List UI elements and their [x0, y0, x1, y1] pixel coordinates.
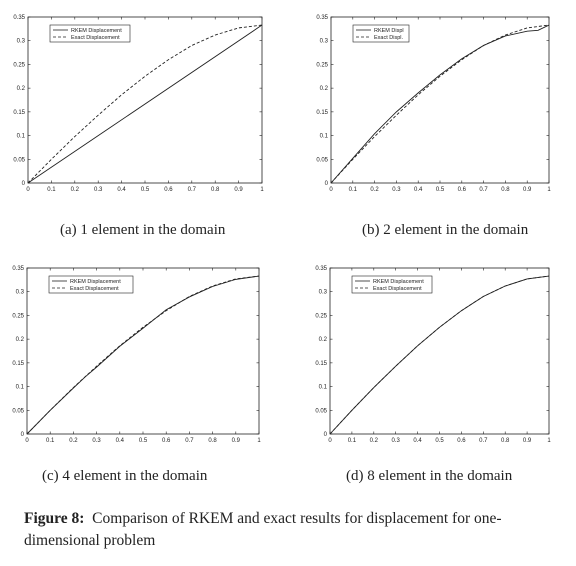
- chart-a-series-rkem-line: [28, 25, 262, 183]
- chart-b-x-tick-label: 0.6: [457, 187, 466, 193]
- chart-b-y-tick-label: 0.05: [316, 157, 328, 164]
- chart-panel-a: [0, 0, 288, 250]
- chart-b-svg: [288, 0, 576, 200]
- chart-d-y-tick-label: 0.15: [315, 360, 327, 367]
- chart-c-caption: (c) 4 element in the domain: [42, 468, 208, 484]
- chart-b-y-tick-label: 0.3: [319, 38, 328, 45]
- chart-a-legend-label: RKEM Displacement: [71, 28, 122, 34]
- chart-a-y-tick-label: 0.35: [13, 15, 25, 21]
- chart-c-x-tick-label: 0.6: [162, 438, 171, 444]
- chart-c-x-tick-label: 0.4: [115, 438, 124, 444]
- chart-d-legend-label: Exact Displacement: [373, 286, 422, 292]
- chart-b-x-tick-label: 1: [547, 187, 551, 193]
- chart-d-x-tick-label: 0.9: [522, 438, 532, 444]
- chart-d-y-tick-label: 0.25: [315, 313, 327, 320]
- figure-label: Figure 8:: [24, 510, 85, 527]
- chart-d-x-tick-label: 0.2: [369, 438, 378, 444]
- chart-b-x-tick-label: 0.4: [414, 187, 423, 193]
- chart-c-legend-label: Exact Displacement: [70, 286, 119, 292]
- chart-a-x-tick-label: 0.7: [187, 187, 196, 193]
- chart-a-x-tick-label: 0.3: [94, 187, 103, 193]
- chart-a-y-tick-label: 0: [21, 181, 25, 187]
- chart-c-x-tick-label: 0.3: [92, 438, 101, 444]
- chart-c-x-tick-label: 0.5: [138, 438, 148, 444]
- chart-panel-c: [0, 252, 288, 502]
- chart-c-series-exact-line: [27, 276, 259, 434]
- chart-a-y-tick-label: 0.1: [16, 133, 25, 140]
- chart-d-x-tick-label: 0.1: [347, 438, 357, 444]
- chart-c-x-tick-label: 0.1: [46, 438, 55, 444]
- chart-d-series-exact-line: [330, 276, 549, 434]
- chart-d-caption: (d) 8 element in the domain: [346, 468, 513, 484]
- chart-c-y-tick-label: 0.2: [15, 337, 24, 344]
- chart-b-legend-label: Exact Displ.: [374, 35, 404, 41]
- chart-c-y-tick-label: 0.1: [15, 384, 24, 391]
- chart-b-y-tick-label: 0.35: [316, 15, 328, 21]
- chart-a-caption: (a) 1 element in the domain: [60, 222, 226, 238]
- chart-b-series-exact-line: [331, 25, 549, 183]
- chart-d-series-rkem-line: [330, 276, 549, 434]
- chart-c-x-tick-label: 0.2: [69, 438, 78, 444]
- chart-a-y-tick-label: 0.15: [13, 109, 25, 116]
- chart-c-y-tick-label: 0.35: [12, 266, 24, 272]
- chart-a-y-tick-label: 0.25: [13, 62, 25, 69]
- chart-c-y-tick-label: 0.05: [12, 408, 24, 415]
- chart-c-y-tick-label: 0.15: [12, 360, 24, 367]
- chart-c-y-tick-label: 0: [20, 432, 24, 438]
- chart-c-y-tick-label: 0.3: [15, 289, 24, 296]
- chart-d-x-tick-label: 1: [547, 438, 551, 444]
- chart-a-y-tick-label: 0.2: [16, 86, 25, 93]
- chart-d-x-tick-label: 0.4: [413, 438, 422, 444]
- chart-d-y-tick-label: 0.2: [318, 337, 327, 344]
- chart-d-y-tick-label: 0: [323, 432, 327, 438]
- chart-a-x-tick-label: 0.8: [211, 187, 220, 193]
- chart-d-x-tick-label: 0.6: [457, 438, 466, 444]
- chart-c-legend-label: RKEM Displacement: [70, 279, 121, 285]
- chart-b-y-tick-label: 0: [324, 181, 328, 187]
- chart-b-y-tick-label: 0.25: [316, 62, 328, 69]
- chart-b-x-tick-label: 0.5: [435, 187, 445, 193]
- chart-d-y-tick-label: 0.05: [315, 408, 327, 415]
- chart-d-x-tick-label: 0.5: [435, 438, 444, 444]
- chart-b-x-tick-label: 0.2: [370, 187, 379, 193]
- chart-c-x-tick-label: 1: [257, 438, 261, 444]
- chart-a-x-tick-label: 0.2: [70, 187, 79, 193]
- chart-d-x-tick-label: 0.8: [501, 438, 510, 444]
- chart-d-x-tick-label: 0.3: [391, 438, 400, 444]
- chart-b-x-tick-label: 0: [329, 187, 333, 193]
- chart-a-svg: [0, 0, 288, 200]
- chart-a-y-tick-label: 0.3: [16, 38, 25, 45]
- chart-a-x-tick-label: 0.1: [47, 187, 56, 193]
- chart-a-legend-label: Exact Displacement: [71, 35, 120, 41]
- chart-c-y-tick-label: 0.25: [12, 313, 24, 320]
- chart-b-legend-label: RKEM Displ: [374, 28, 404, 34]
- chart-b-x-tick-label: 0.8: [501, 187, 510, 193]
- chart-b-x-tick-label: 0.9: [523, 187, 532, 193]
- chart-d-y-tick-label: 0.35: [315, 266, 327, 272]
- chart-a-x-tick-label: 0.9: [234, 187, 243, 193]
- chart-a-x-tick-label: 0.5: [140, 187, 150, 193]
- figure-caption-text: Comparison of RKEM and exact results for displacement for one- dimensional problem: [24, 510, 502, 549]
- chart-panel-b: [288, 0, 576, 250]
- chart-b-caption: (b) 2 element in the domain: [362, 222, 529, 238]
- chart-b-x-tick-label: 0.7: [479, 187, 488, 193]
- chart-b-y-tick-label: 0.15: [316, 109, 328, 116]
- chart-d-x-tick-label: 0.7: [479, 438, 488, 444]
- chart-d-y-tick-label: 0.3: [318, 289, 327, 296]
- chart-d-y-tick-label: 0.1: [318, 384, 327, 391]
- chart-a-x-tick-label: 1: [260, 187, 264, 193]
- chart-b-y-tick-label: 0.2: [319, 86, 328, 93]
- chart-c-series-rkem-line: [27, 276, 259, 434]
- chart-a-x-tick-label: 0.4: [117, 187, 126, 193]
- chart-d-x-tick-label: 0: [328, 438, 332, 444]
- chart-a-x-tick-label: 0: [26, 187, 30, 193]
- chart-a-y-tick-label: 0.05: [13, 157, 25, 164]
- chart-d-legend-label: RKEM Displacement: [373, 279, 424, 285]
- chart-b-y-tick-label: 0.1: [319, 133, 328, 140]
- chart-c-x-tick-label: 0.8: [208, 438, 217, 444]
- chart-c-x-tick-label: 0: [25, 438, 29, 444]
- figure-caption: [24, 508, 569, 552]
- chart-b-series-rkem-line: [331, 25, 549, 183]
- chart-c-x-tick-label: 0.9: [231, 438, 240, 444]
- chart-b-x-tick-label: 0.3: [392, 187, 401, 193]
- chart-c-x-tick-label: 0.7: [185, 438, 194, 444]
- chart-a-x-tick-label: 0.6: [164, 187, 173, 193]
- chart-panel-d: [288, 252, 576, 502]
- chart-c-svg: [0, 252, 288, 452]
- chart-b-x-tick-label: 0.1: [348, 187, 357, 193]
- chart-d-svg: [288, 252, 576, 452]
